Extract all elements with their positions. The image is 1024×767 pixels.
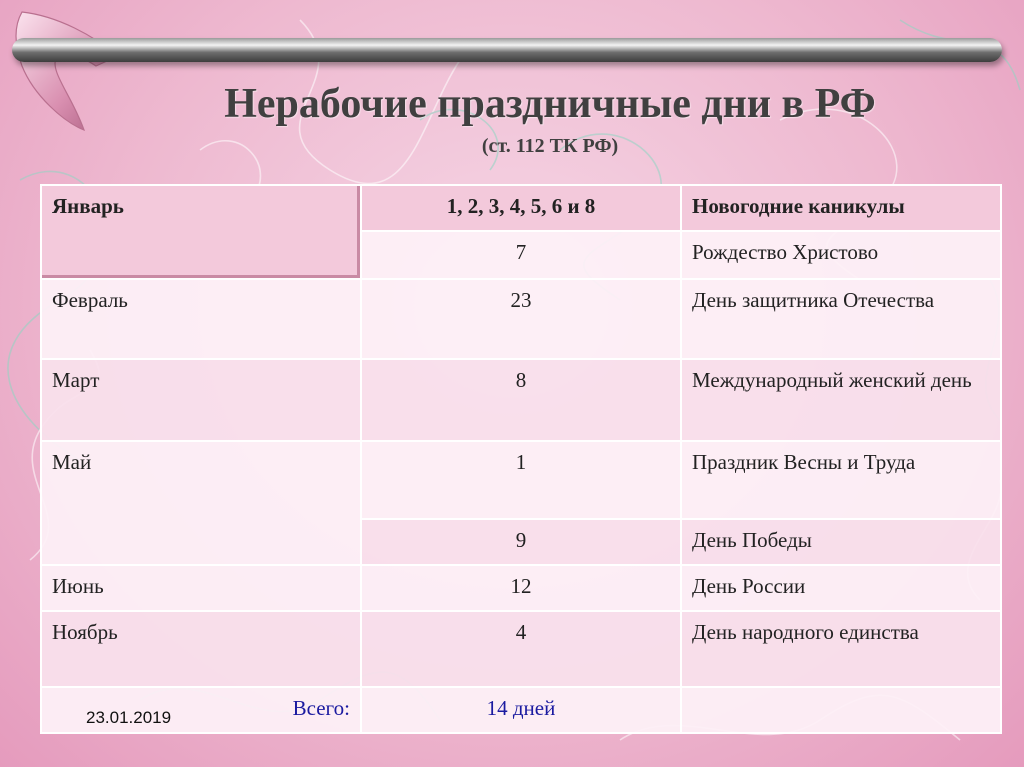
table-row xyxy=(41,279,1001,359)
holiday-cell: День Победы xyxy=(681,519,1001,565)
days-cell: 12 xyxy=(361,565,681,611)
table-row xyxy=(41,611,1001,687)
days-cell: 8 xyxy=(361,359,681,441)
holiday-cell: Международный женский день xyxy=(681,359,1001,441)
month-cell-january: Январь xyxy=(41,185,361,279)
table-row xyxy=(41,565,1001,611)
slide-title: Нерабочие праздничные дни в РФ xyxy=(224,81,876,127)
holiday-cell: День народного единства xyxy=(681,611,1001,687)
holiday-cell: Новогодние каникулы xyxy=(681,185,1001,231)
hook-decoration-icon xyxy=(0,0,140,160)
days-cell: 7 xyxy=(361,231,681,279)
total-label: Всего: xyxy=(41,687,361,733)
holiday-cell: Рождество Христово xyxy=(681,231,1001,279)
slide-subtitle: (ст. 112 ТК РФ) xyxy=(481,135,619,157)
days-cell: 9 xyxy=(361,519,681,565)
table-row xyxy=(41,359,1001,441)
table-row xyxy=(41,185,1001,231)
days-cell: 4 xyxy=(361,611,681,687)
holiday-cell: Праздник Весны и Труда xyxy=(681,441,1001,519)
total-value: 14 дней xyxy=(361,687,681,733)
month-cell-may: Май xyxy=(41,441,361,565)
holidays-table xyxy=(40,184,1002,734)
days-cell: 23 xyxy=(361,279,681,359)
holiday-cell: День защитника Отечества xyxy=(681,279,1001,359)
metal-rod-decoration xyxy=(12,38,1002,62)
empty-cell xyxy=(681,687,1001,733)
month-cell-november: Ноябрь xyxy=(41,611,361,687)
slide-date: 23.01.2019 xyxy=(86,708,172,727)
days-cell: 1, 2, 3, 4, 5, 6 и 8 xyxy=(361,185,681,231)
month-cell-june: Июнь xyxy=(41,565,361,611)
month-cell-march: Март xyxy=(41,359,361,441)
month-cell-february: Февраль xyxy=(41,279,361,359)
days-cell: 1 xyxy=(361,441,681,519)
table-row-total xyxy=(41,687,1001,733)
table-row xyxy=(41,441,1001,519)
holiday-cell: День России xyxy=(681,565,1001,611)
